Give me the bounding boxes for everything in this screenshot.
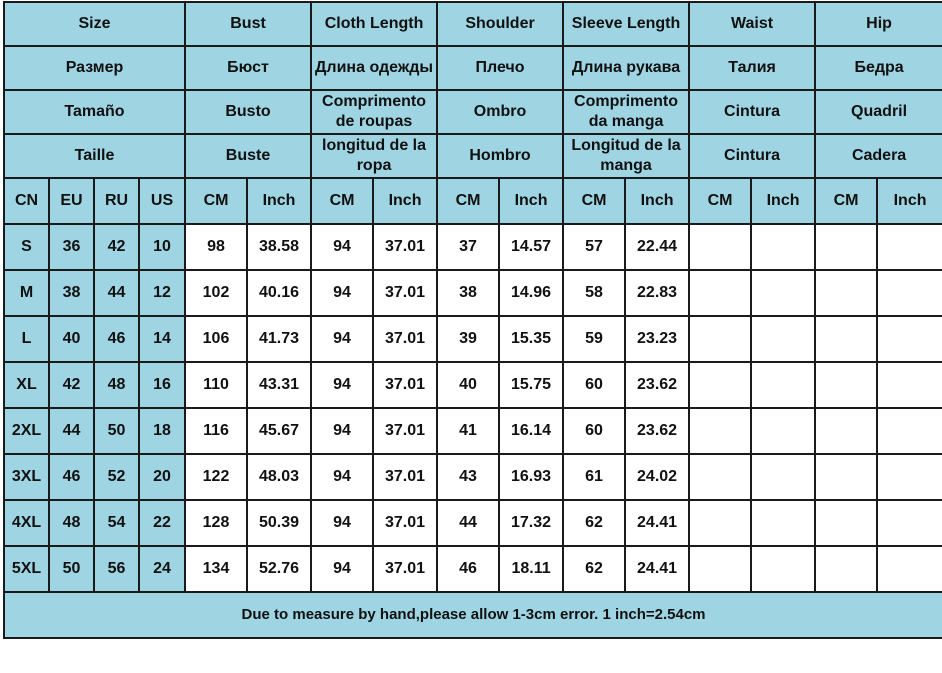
waist-inch-cell bbox=[751, 408, 815, 454]
length-inch-cell: 37.01 bbox=[373, 408, 437, 454]
size-eu-cell: 42 bbox=[49, 362, 94, 408]
hip-inch-header: Inch bbox=[877, 178, 942, 224]
bust-inch-cell: 40.16 bbox=[247, 270, 311, 316]
sleeve-inch-cell: 24.41 bbox=[625, 546, 689, 592]
shoulder-inch-cell: 16.14 bbox=[499, 408, 563, 454]
bust-cm-cell: 134 bbox=[185, 546, 247, 592]
size-us-cell: 24 bbox=[139, 546, 185, 592]
shoulder-cm-cell: 43 bbox=[437, 454, 499, 500]
hip-inch-cell bbox=[877, 454, 942, 500]
sleeve-cm-cell: 60 bbox=[563, 362, 625, 408]
hip-header: Quadril bbox=[815, 90, 942, 134]
length-cm-cell: 94 bbox=[311, 454, 373, 500]
length-inch-cell: 37.01 bbox=[373, 362, 437, 408]
size-ru-cell: 48 bbox=[94, 362, 139, 408]
shoulder-inch-cell: 18.11 bbox=[499, 546, 563, 592]
cloth-length-header: Comprimento de roupas bbox=[311, 90, 437, 134]
cloth-length-header: Cloth Length bbox=[311, 2, 437, 46]
size-cn-cell: M bbox=[4, 270, 49, 316]
bust-cm-cell: 102 bbox=[185, 270, 247, 316]
table-row bbox=[4, 362, 942, 408]
size-eu-cell: 46 bbox=[49, 454, 94, 500]
shoulder-header: Hombro bbox=[437, 134, 563, 178]
length-cm-cell: 94 bbox=[311, 316, 373, 362]
size-header: Размер bbox=[4, 46, 185, 90]
shoulder-inch-cell: 14.96 bbox=[499, 270, 563, 316]
sleeve-cm-cell: 57 bbox=[563, 224, 625, 270]
size-ru-cell: 50 bbox=[94, 408, 139, 454]
waist-cm-cell bbox=[689, 362, 751, 408]
sleeve-inch-header: Inch bbox=[625, 178, 689, 224]
size-ru-cell: 56 bbox=[94, 546, 139, 592]
length-inch-cell: 37.01 bbox=[373, 224, 437, 270]
shoulder-header: Shoulder bbox=[437, 2, 563, 46]
hip-cm-cell bbox=[815, 362, 877, 408]
header-row-russian bbox=[4, 46, 942, 90]
waist-cm-cell bbox=[689, 454, 751, 500]
size-eu-cell: 38 bbox=[49, 270, 94, 316]
hip-inch-cell bbox=[877, 546, 942, 592]
bust-header: Bust bbox=[185, 2, 311, 46]
bust-inch-cell: 45.67 bbox=[247, 408, 311, 454]
table-row bbox=[4, 224, 942, 270]
measurement-note: Due to measure by hand,please allow 1-3cm error. 1 inch=2.54cm bbox=[4, 592, 942, 638]
waist-inch-cell bbox=[751, 500, 815, 546]
shoulder-cm-cell: 40 bbox=[437, 362, 499, 408]
waist-inch-cell bbox=[751, 454, 815, 500]
bust-cm-cell: 110 bbox=[185, 362, 247, 408]
shoulder-inch-cell: 16.93 bbox=[499, 454, 563, 500]
waist-header: Cintura bbox=[689, 90, 815, 134]
shoulder-inch-cell: 15.35 bbox=[499, 316, 563, 362]
hip-header: Cadera bbox=[815, 134, 942, 178]
waist-header: Талия bbox=[689, 46, 815, 90]
waist-header: Waist bbox=[689, 2, 815, 46]
length-inch-cell: 37.01 bbox=[373, 454, 437, 500]
bust-inch-header: Inch bbox=[247, 178, 311, 224]
size-cn-cell: 3XL bbox=[4, 454, 49, 500]
shoulder-cm-cell: 39 bbox=[437, 316, 499, 362]
bust-inch-cell: 48.03 bbox=[247, 454, 311, 500]
waist-inch-cell bbox=[751, 316, 815, 362]
bust-inch-cell: 52.76 bbox=[247, 546, 311, 592]
bust-header: Бюст bbox=[185, 46, 311, 90]
table-row bbox=[4, 408, 942, 454]
waist-cm-cell bbox=[689, 546, 751, 592]
size-eu-cell: 40 bbox=[49, 316, 94, 362]
hip-cm-header: CM bbox=[815, 178, 877, 224]
hip-header: Hip bbox=[815, 2, 942, 46]
sleeve-inch-cell: 22.83 bbox=[625, 270, 689, 316]
sleeve-length-header: Sleeve Length bbox=[563, 2, 689, 46]
header-row-english bbox=[4, 2, 942, 46]
sleeve-inch-cell: 23.23 bbox=[625, 316, 689, 362]
ru-header: RU bbox=[94, 178, 139, 224]
shoulder-cm-cell: 37 bbox=[437, 224, 499, 270]
hip-inch-cell bbox=[877, 408, 942, 454]
us-header: US bbox=[139, 178, 185, 224]
sleeve-cm-cell: 62 bbox=[563, 500, 625, 546]
cloth-length-header: longitud de la ropa bbox=[311, 134, 437, 178]
bust-cm-cell: 106 bbox=[185, 316, 247, 362]
waist-inch-cell bbox=[751, 362, 815, 408]
table-row bbox=[4, 500, 942, 546]
size-us-cell: 20 bbox=[139, 454, 185, 500]
length-cm-header: CM bbox=[311, 178, 373, 224]
sleeve-length-header: Длина рукава bbox=[563, 46, 689, 90]
size-us-cell: 18 bbox=[139, 408, 185, 454]
length-cm-cell: 94 bbox=[311, 408, 373, 454]
length-inch-cell: 37.01 bbox=[373, 270, 437, 316]
size-eu-cell: 48 bbox=[49, 500, 94, 546]
shoulder-cm-header: CM bbox=[437, 178, 499, 224]
size-rows bbox=[4, 224, 942, 592]
sleeve-length-header: Comprimento da manga bbox=[563, 90, 689, 134]
bust-cm-cell: 128 bbox=[185, 500, 247, 546]
size-chart-table bbox=[3, 1, 942, 639]
cloth-length-header: Длина одежды bbox=[311, 46, 437, 90]
size-header: Taille bbox=[4, 134, 185, 178]
bust-inch-cell: 50.39 bbox=[247, 500, 311, 546]
size-us-cell: 14 bbox=[139, 316, 185, 362]
hip-inch-cell bbox=[877, 270, 942, 316]
hip-cm-cell bbox=[815, 270, 877, 316]
sleeve-cm-cell: 62 bbox=[563, 546, 625, 592]
hip-cm-cell bbox=[815, 316, 877, 362]
size-us-cell: 22 bbox=[139, 500, 185, 546]
length-cm-cell: 94 bbox=[311, 270, 373, 316]
table-row bbox=[4, 316, 942, 362]
waist-cm-cell bbox=[689, 316, 751, 362]
hip-cm-cell bbox=[815, 408, 877, 454]
waist-cm-cell bbox=[689, 408, 751, 454]
shoulder-cm-cell: 38 bbox=[437, 270, 499, 316]
hip-cm-cell bbox=[815, 454, 877, 500]
length-cm-cell: 94 bbox=[311, 362, 373, 408]
table-row bbox=[4, 546, 942, 592]
cn-header: CN bbox=[4, 178, 49, 224]
bust-header: Buste bbox=[185, 134, 311, 178]
size-header: Size bbox=[4, 2, 185, 46]
size-ru-cell: 44 bbox=[94, 270, 139, 316]
size-cn-cell: 4XL bbox=[4, 500, 49, 546]
bust-cm-cell: 116 bbox=[185, 408, 247, 454]
length-inch-header: Inch bbox=[373, 178, 437, 224]
sleeve-inch-cell: 23.62 bbox=[625, 408, 689, 454]
table-row bbox=[4, 270, 942, 316]
size-ru-cell: 46 bbox=[94, 316, 139, 362]
waist-inch-cell bbox=[751, 270, 815, 316]
size-eu-cell: 44 bbox=[49, 408, 94, 454]
length-cm-cell: 94 bbox=[311, 546, 373, 592]
bust-cm-cell: 98 bbox=[185, 224, 247, 270]
length-inch-cell: 37.01 bbox=[373, 316, 437, 362]
bust-cm-cell: 122 bbox=[185, 454, 247, 500]
header-row-spanish-french bbox=[4, 134, 942, 178]
sleeve-cm-cell: 60 bbox=[563, 408, 625, 454]
shoulder-cm-cell: 46 bbox=[437, 546, 499, 592]
length-cm-cell: 94 bbox=[311, 224, 373, 270]
sleeve-cm-header: CM bbox=[563, 178, 625, 224]
eu-header: EU bbox=[49, 178, 94, 224]
header-row-portuguese bbox=[4, 90, 942, 134]
bust-cm-header: CM bbox=[185, 178, 247, 224]
size-ru-cell: 42 bbox=[94, 224, 139, 270]
table-row bbox=[4, 454, 942, 500]
hip-header: Бедра bbox=[815, 46, 942, 90]
size-cn-cell: 2XL bbox=[4, 408, 49, 454]
length-inch-cell: 37.01 bbox=[373, 546, 437, 592]
size-cn-cell: XL bbox=[4, 362, 49, 408]
shoulder-inch-cell: 17.32 bbox=[499, 500, 563, 546]
sleeve-inch-cell: 24.02 bbox=[625, 454, 689, 500]
hip-inch-cell bbox=[877, 224, 942, 270]
size-cn-cell: S bbox=[4, 224, 49, 270]
size-ru-cell: 54 bbox=[94, 500, 139, 546]
unit-header-row bbox=[4, 178, 942, 224]
size-header: Tamaño bbox=[4, 90, 185, 134]
hip-inch-cell bbox=[877, 316, 942, 362]
sleeve-inch-cell: 23.62 bbox=[625, 362, 689, 408]
size-eu-cell: 50 bbox=[49, 546, 94, 592]
waist-cm-cell bbox=[689, 270, 751, 316]
bust-inch-cell: 41.73 bbox=[247, 316, 311, 362]
shoulder-inch-header: Inch bbox=[499, 178, 563, 224]
bust-header: Busto bbox=[185, 90, 311, 134]
size-cn-cell: 5XL bbox=[4, 546, 49, 592]
shoulder-header: Плечо bbox=[437, 46, 563, 90]
size-eu-cell: 36 bbox=[49, 224, 94, 270]
shoulder-inch-cell: 15.75 bbox=[499, 362, 563, 408]
sleeve-cm-cell: 58 bbox=[563, 270, 625, 316]
size-us-cell: 12 bbox=[139, 270, 185, 316]
length-cm-cell: 94 bbox=[311, 500, 373, 546]
bust-inch-cell: 38.58 bbox=[247, 224, 311, 270]
waist-cm-cell bbox=[689, 500, 751, 546]
waist-inch-header: Inch bbox=[751, 178, 815, 224]
size-us-cell: 16 bbox=[139, 362, 185, 408]
size-ru-cell: 52 bbox=[94, 454, 139, 500]
hip-cm-cell bbox=[815, 546, 877, 592]
hip-inch-cell bbox=[877, 500, 942, 546]
waist-inch-cell bbox=[751, 224, 815, 270]
shoulder-cm-cell: 41 bbox=[437, 408, 499, 454]
size-cn-cell: L bbox=[4, 316, 49, 362]
waist-header: Cintura bbox=[689, 134, 815, 178]
shoulder-header: Ombro bbox=[437, 90, 563, 134]
waist-cm-cell bbox=[689, 224, 751, 270]
sleeve-length-header: Longitud de la manga bbox=[563, 134, 689, 178]
waist-cm-header: CM bbox=[689, 178, 751, 224]
waist-inch-cell bbox=[751, 546, 815, 592]
shoulder-cm-cell: 44 bbox=[437, 500, 499, 546]
sleeve-cm-cell: 61 bbox=[563, 454, 625, 500]
size-us-cell: 10 bbox=[139, 224, 185, 270]
footer-row bbox=[4, 592, 942, 638]
length-inch-cell: 37.01 bbox=[373, 500, 437, 546]
hip-cm-cell bbox=[815, 500, 877, 546]
bust-inch-cell: 43.31 bbox=[247, 362, 311, 408]
sleeve-cm-cell: 59 bbox=[563, 316, 625, 362]
sleeve-inch-cell: 24.41 bbox=[625, 500, 689, 546]
hip-cm-cell bbox=[815, 224, 877, 270]
sleeve-inch-cell: 22.44 bbox=[625, 224, 689, 270]
hip-inch-cell bbox=[877, 362, 942, 408]
shoulder-inch-cell: 14.57 bbox=[499, 224, 563, 270]
